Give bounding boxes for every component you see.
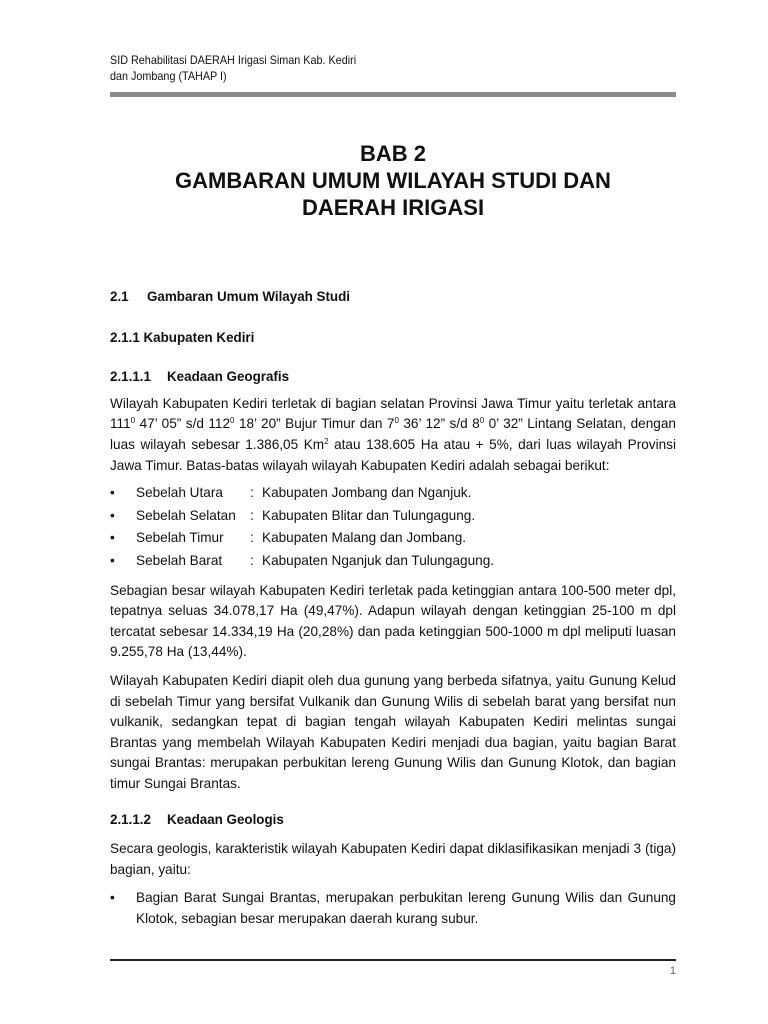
border-item-utara	[110, 483, 676, 504]
geologis-item-barat	[110, 888, 676, 929]
running-header	[110, 52, 619, 84]
section-heading	[110, 287, 676, 308]
colon: :	[250, 552, 254, 568]
section-number: 2.1	[110, 289, 129, 304]
border-value: Kabupaten Nganjuk dan Tulungagung.	[262, 552, 495, 568]
border-value: Kabupaten Jombang dan Nganjuk.	[262, 485, 472, 501]
subsection-heading: 2.1.1 Kabupaten Kediri	[110, 329, 255, 345]
text-run: Wilayah Kabupaten Kediri terletak di bagian selatan Provinsi Jawa Timur yaitu terletak antara 111	[110, 395, 676, 432]
degree-sup: 0	[394, 416, 399, 426]
chapter-title-line-1: GAMBARAN UMUM WILAYAH STUDI DAN	[175, 168, 611, 193]
bullet-icon: •	[110, 485, 115, 501]
bullet-icon: •	[110, 552, 115, 568]
chapter-number: BAB 2	[359, 141, 426, 166]
bullet-icon: •	[110, 507, 115, 523]
border-value: Kabupaten Blitar dan Tulungagung.	[262, 507, 476, 523]
border-list	[110, 483, 676, 571]
text-run: 0’ 32” Lintang Selatan, dengan luas wilayah sebesar 1.386,05 Km	[110, 416, 676, 452]
text-run: 18’ 20” Bujur Timur dan 7	[234, 416, 395, 432]
border-key: Sebelah Selatan	[136, 507, 236, 523]
chapter-title-line-2: DAERAH IRIGASI	[301, 195, 485, 220]
border-value: Kabupaten Malang dan Jombang.	[262, 530, 467, 546]
geologis-title: Keadaan Geologis	[167, 812, 284, 828]
geografis-heading	[110, 367, 676, 388]
geologis-list	[110, 888, 676, 929]
geografis-paragraph-2: Sebagian besar wilayah Kabupaten Kediri terletak pada ketinggian antara 100-500 meter dpl, tepatnya seluas 34.078,17 Ha (49,47%). Adapun wilayah dengan ketinggian 25-100 m dpl tercatat sebesar 14.334,19 Ha (20,28%) dan pada ketinggian 500-1000 m dpl meliputi luasan 9.255,78 Ha (13,44%).	[110, 582, 676, 660]
chapter-heading	[110, 140, 676, 221]
border-item-selatan	[110, 506, 676, 527]
text-run: atau 138.605 Ha atau + 5%, dari luas wilayah Provinsi Jawa Timur. Batas-batas wilayah wilayah Kabupaten Kediri adalah sebagai berikut:	[110, 436, 676, 473]
header-rule	[110, 92, 676, 97]
area-sup: 2	[324, 436, 329, 446]
page-number: 1	[669, 965, 676, 977]
body-content	[110, 287, 676, 929]
text-run: 47’ 05” s/d 112	[135, 416, 231, 432]
text-run: 36’ 12” s/d 8	[398, 416, 480, 432]
header-line-1: SID Rehabilitasi DAERAH Irigasi Siman Kab. Kediri	[110, 53, 357, 67]
border-item-timur	[110, 528, 676, 549]
border-key: Sebelah Barat	[136, 552, 223, 568]
border-key: Sebelah Utara	[136, 485, 223, 501]
colon: :	[250, 507, 254, 523]
degree-sup: 0	[130, 416, 136, 426]
geologis-paragraph-1: Secara geologis, karakteristik wilayah Kabupaten Kediri dapat diklasifikasikan menjadi 3 (tiga) bagian, yaitu:	[110, 841, 676, 877]
bullet-icon: •	[110, 530, 115, 546]
geologis-number: 2.1.1.2	[110, 812, 151, 828]
list-item-text: Bagian Barat Sungai Brantas, merupakan perbukitan lereng Gunung Wilis dan Gunung Klotok, sebagian besar merupakan daerah kurang subur.	[136, 890, 676, 926]
colon: :	[250, 530, 254, 546]
geografis-title: Keadaan Geografis	[167, 369, 290, 385]
degree-sup: 0	[230, 416, 235, 426]
degree-sup: 0	[479, 416, 485, 426]
border-item-barat	[110, 551, 676, 572]
header-line-2: dan Jombang (TAHAP I)	[110, 69, 227, 83]
geografis-number: 2.1.1.1	[110, 369, 151, 385]
footer-rule	[110, 959, 676, 961]
geografis-paragraph-3: Wilayah Kabupaten Kediri diapit oleh dua gunung yang berbeda sifatnya, yaitu Gunung Kelud di sebelah Timur yang bersifat Vulkanik dan Gunung Wilis di sebelah barat yang bersifat nun vulkanik, sedangkan tepat di bagian tengah wilayah Kabupaten Kediri melintas sungai Brantas yang membelah Wilayah Kabupaten Kediri menjadi dua bagian, yaitu bagian Barat sungai Brantas: merupakan perbukitan lereng Gunung Wilis dan Gunung Klotok, dan bagian timur Sungai Brantas.	[110, 672, 676, 791]
geografis-paragraph-1	[110, 394, 676, 476]
geologis-heading	[110, 810, 676, 831]
bullet-icon: •	[110, 890, 115, 906]
border-key: Sebelah Timur	[136, 530, 224, 546]
colon: :	[250, 485, 254, 501]
section-title: Gambaran Umum Wilayah Studi	[147, 289, 351, 304]
